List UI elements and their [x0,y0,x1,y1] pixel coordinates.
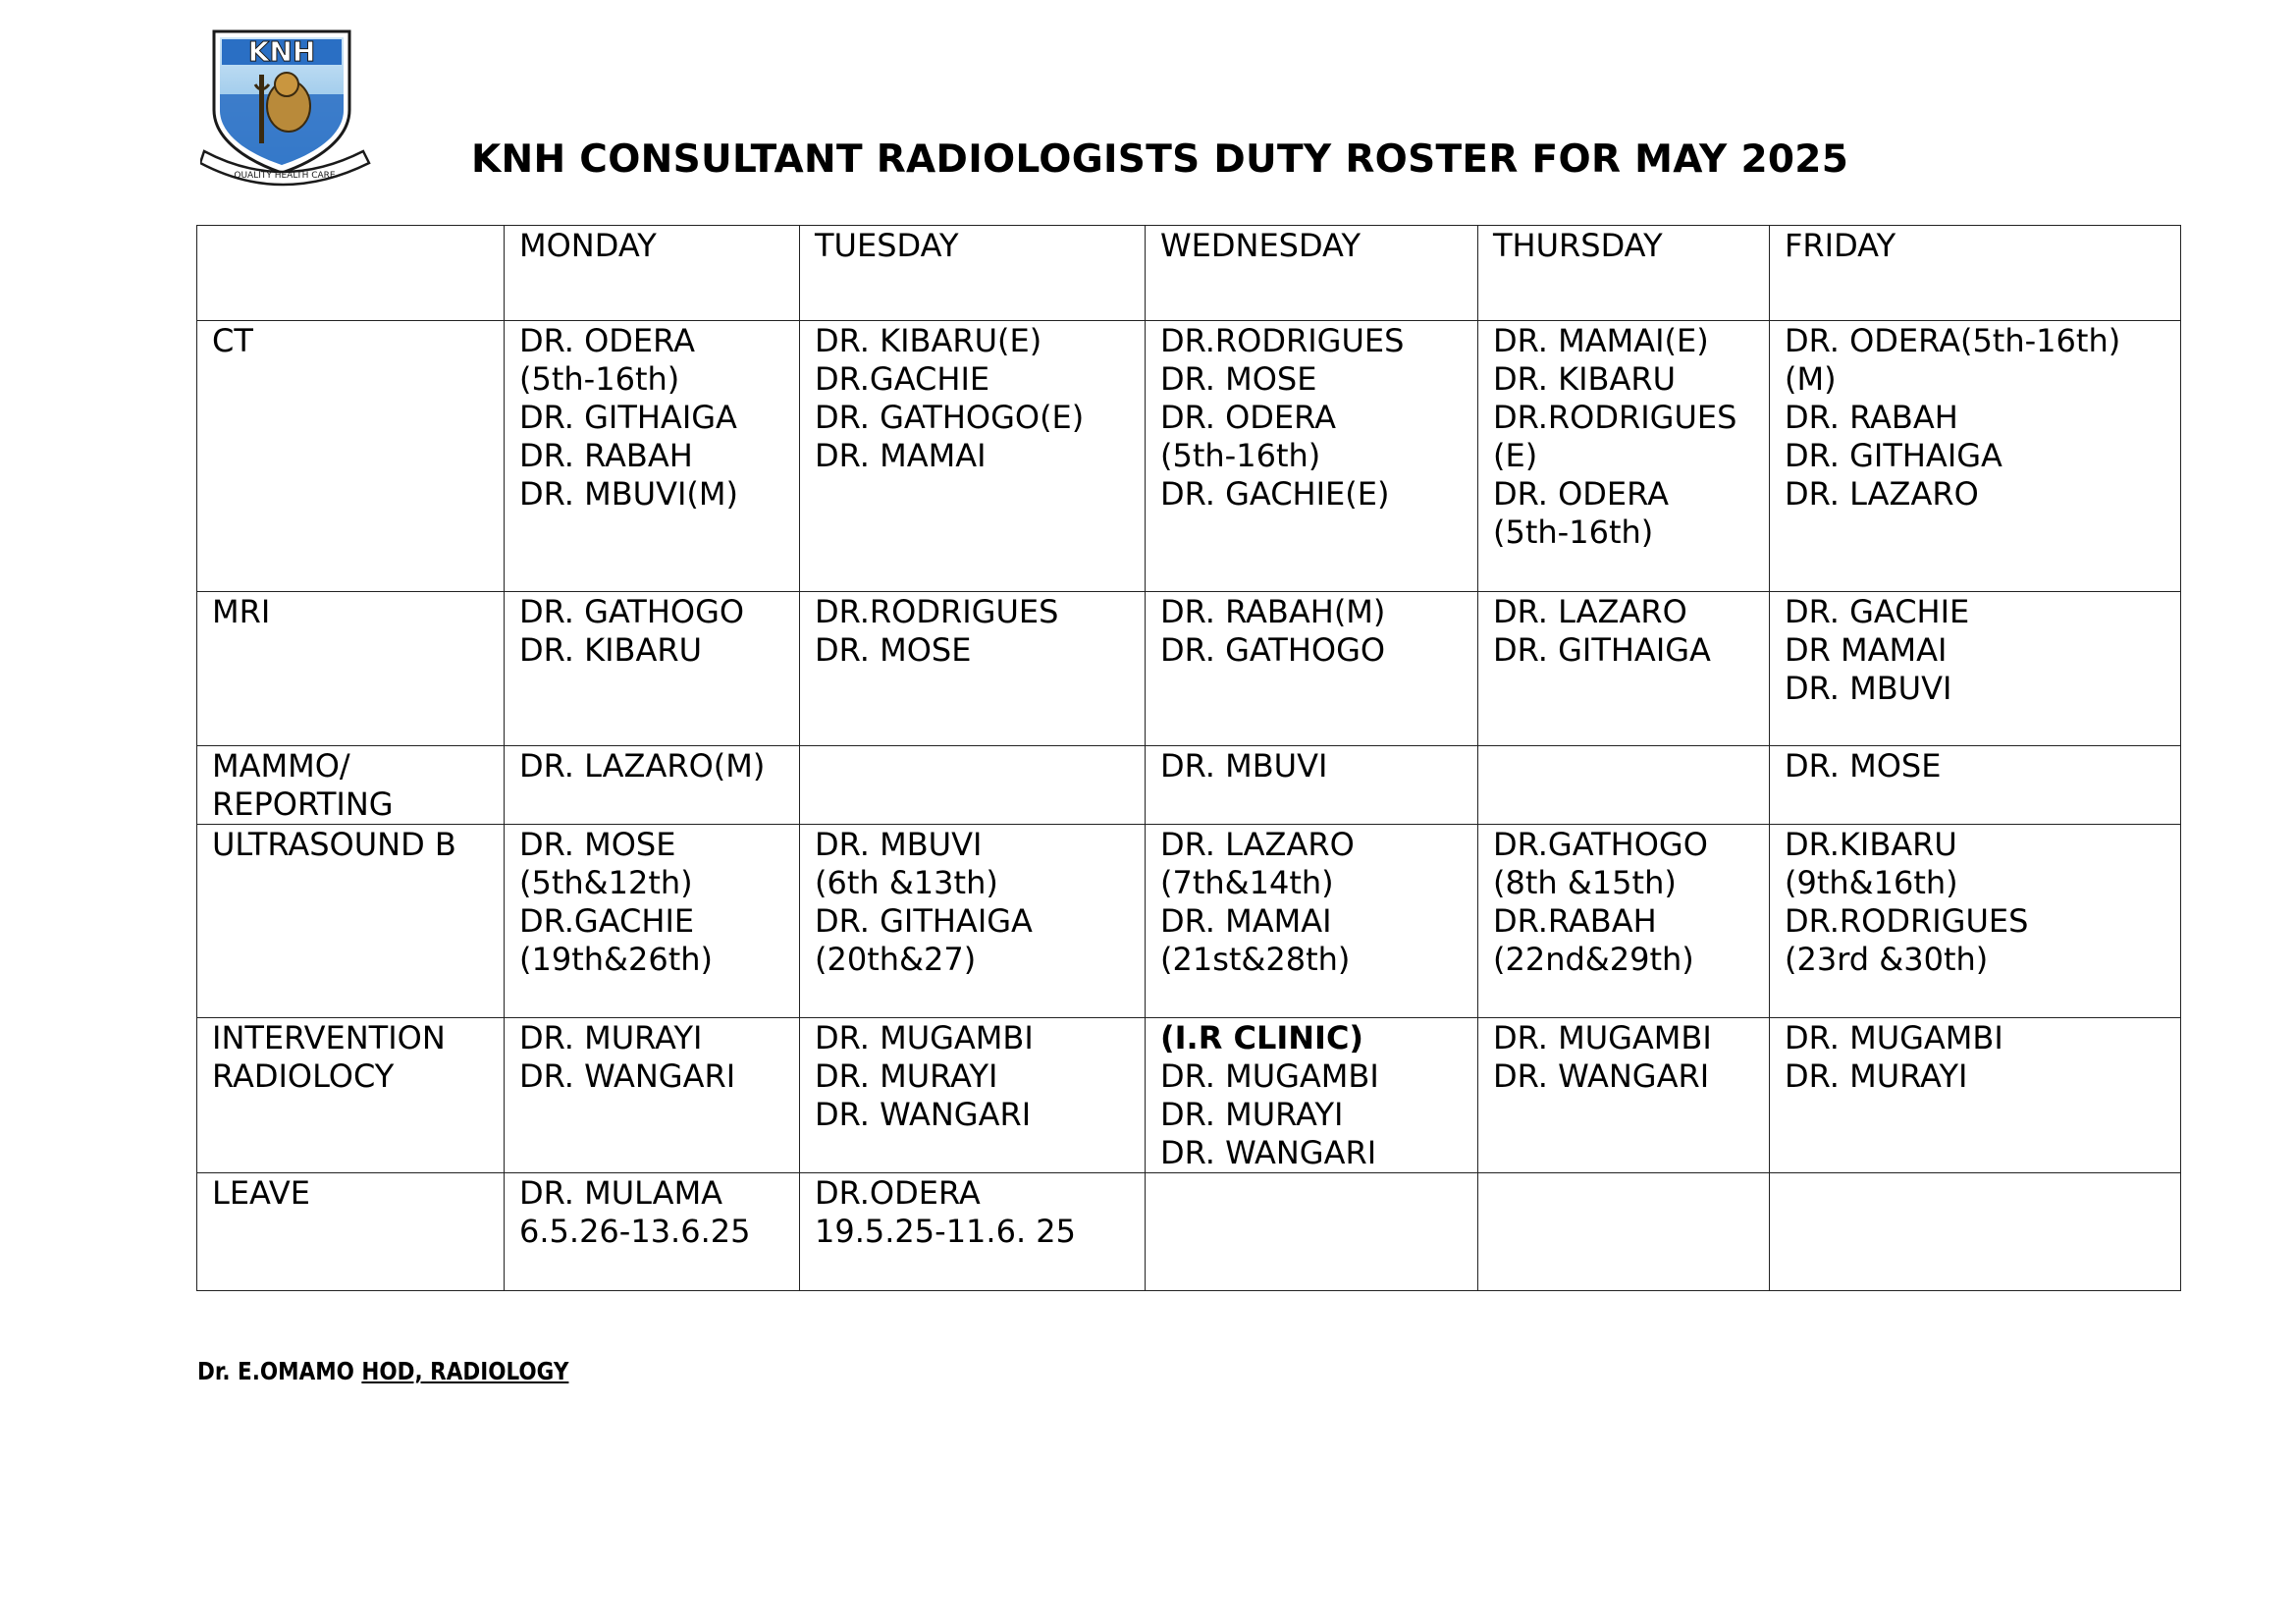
duty-entry: DR. ODERA [1493,475,1669,513]
duty-entry: (5th-16th) [519,360,680,398]
duty-entry: DR. GITHAIGA [519,399,737,436]
row-label-line: LEAVE [212,1174,310,1212]
row-label-cell [197,746,505,825]
roster-row [197,1018,2181,1173]
duty-entry: DR.RABAH [1493,902,1657,940]
duty-entry: DR. RABAH(M) [1160,593,1386,630]
duty-cell-wednesday [1146,592,1478,746]
duty-cell-thursday [1478,746,1770,825]
duty-entry: DR. GATHOGO [1160,631,1386,669]
duty-entry: DR. WANGARI [815,1096,1032,1133]
duty-entry: DR.RODRIGUES [1785,902,2029,940]
row-label-cell [197,321,505,592]
duty-entry: (5th-16th) [1493,514,1654,551]
duty-cell-tuesday [800,1173,1146,1291]
duty-entry: (M) [1785,360,1837,398]
duty-entry: DR. LAZARO [1785,475,1979,513]
duty-cell-monday [505,825,800,1018]
duty-entry: DR. MBUVI [815,826,983,863]
duty-cell-thursday [1478,825,1770,1018]
roster-header-row [197,226,2181,321]
duty-entry: DR. KIBARU [1493,360,1676,398]
roster-row [197,1173,2181,1291]
duty-entry: DR. GITHAIGA [1785,437,2002,474]
duty-cell-wednesday [1146,1173,1478,1291]
duty-entry: (9th&16th) [1785,864,1958,901]
day-header-friday: FRIDAY [1770,226,2181,321]
signature-role: HOD, RADIOLOGY [361,1357,569,1385]
row-label-cell [197,592,505,746]
duty-entry: DR. MUGAMBI [815,1019,1034,1056]
page-title: KNH CONSULTANT RADIOLOGISTS DUTY ROSTER FOR MAY 2025 [471,137,1849,182]
duty-roster-table [196,225,2181,1291]
duty-entry: DR. MBUVI [1785,670,1952,707]
row-label-line: RADIOLOCY [212,1057,395,1095]
duty-cell-thursday [1478,592,1770,746]
duty-cell-wednesday [1146,825,1478,1018]
duty-entry: DR. GITHAIGA [1493,631,1711,669]
day-header-tuesday: TUESDAY [800,226,1146,321]
duty-entry: (6th &13th) [815,864,998,901]
roster-row [197,746,2181,825]
duty-entry: DR. ODERA [519,322,695,359]
duty-entry: 6.5.26-13.6.25 [519,1213,751,1250]
duty-cell-monday [505,592,800,746]
row-label-cell [197,1173,505,1291]
duty-cell-wednesday [1146,1018,1478,1173]
roster-row [197,321,2181,592]
duty-entry: DR. MUGAMBI [1785,1019,2003,1056]
duty-entry: (8th &15th) [1493,864,1677,901]
duty-entry: (5th&12th) [519,864,693,901]
duty-entry: DR. RABAH [1785,399,1958,436]
duty-cell-thursday [1478,321,1770,592]
duty-cell-monday [505,1018,800,1173]
duty-entry: DR.GACHIE [815,360,990,398]
roster-row [197,825,2181,1018]
duty-entry: DR.GATHOGO [1493,826,1708,863]
duty-entry: DR. MURAYI [815,1057,998,1095]
duty-cell-friday [1770,825,2181,1018]
duty-entry: (23rd &30th) [1785,941,1989,978]
duty-entry: (19th&26th) [519,941,714,978]
duty-entry: 19.5.25-11.6. 25 [815,1213,1076,1250]
duty-entry: DR. LAZARO [1493,593,1687,630]
duty-entry: DR. RABAH [519,437,693,474]
duty-cell-monday [505,1173,800,1291]
duty-entry: DR. WANGARI [519,1057,736,1095]
row-label-line: CT [212,322,253,359]
duty-entry: (22nd&29th) [1493,941,1694,978]
duty-cell-tuesday [800,321,1146,592]
duty-entry: DR. MOSE [1785,747,1942,785]
duty-entry: (I.R CLINIC) [1160,1019,1364,1056]
day-header-monday: MONDAY [505,226,800,321]
duty-cell-monday [505,321,800,592]
duty-entry: DR. MBUVI(M) [519,475,738,513]
duty-cell-friday [1770,592,2181,746]
duty-entry: DR. LAZARO(M) [519,747,766,785]
duty-entry: (20th&27) [815,941,977,978]
duty-entry: DR. MUGAMBI [1160,1057,1379,1095]
duty-entry: DR. MULAMA [519,1174,723,1212]
duty-entry: DR. MURAYI [1160,1096,1344,1133]
duty-entry: DR. WANGARI [1160,1134,1377,1171]
duty-entry: DR. MUGAMBI [1493,1019,1712,1056]
duty-cell-tuesday [800,825,1146,1018]
duty-entry: DR. MOSE [815,631,972,669]
knh-logo [200,26,373,187]
signature-name: Dr. E.OMAMO [197,1357,354,1385]
duty-entry: DR MAMAI [1785,631,1948,669]
roster-row [197,592,2181,746]
duty-cell-tuesday [800,592,1146,746]
row-label-cell [197,1018,505,1173]
logo-motto-text: QUALITY HEALTH CARE [234,171,336,181]
corner-cell [197,226,505,321]
duty-entry: (21st&28th) [1160,941,1351,978]
duty-cell-thursday [1478,1018,1770,1173]
duty-entry: DR. GITHAIGA [815,902,1033,940]
duty-entry: DR. MAMAI [1160,902,1332,940]
duty-entry: DR.RODRIGUES [815,593,1059,630]
duty-entry: DR. GATHOGO [519,593,745,630]
duty-entry: DR. MURAYI [519,1019,703,1056]
duty-entry: DR. MOSE [1160,360,1317,398]
duty-cell-tuesday [800,746,1146,825]
knh-emblem-icon [200,26,373,187]
duty-entry: DR. WANGARI [1493,1057,1710,1095]
duty-cell-wednesday [1146,321,1478,592]
row-label-line: INTERVENTION [212,1019,446,1056]
duty-entry: DR. MBUVI [1160,747,1328,785]
duty-entry: DR. MURAYI [1785,1057,1968,1095]
duty-cell-friday [1770,746,2181,825]
duty-cell-friday [1770,1018,2181,1173]
duty-entry: DR. ODERA [1160,399,1336,436]
duty-entry: DR.ODERA [815,1174,981,1212]
duty-entry: DR.RODRIGUES [1493,399,1737,436]
duty-cell-friday [1770,1173,2181,1291]
duty-entry: DR. MOSE [519,826,676,863]
signature-line [197,1357,568,1385]
duty-entry: DR. GATHOGO(E) [815,399,1085,436]
duty-cell-friday [1770,321,2181,592]
day-header-wednesday: WEDNESDAY [1146,226,1478,321]
duty-entry: DR. LAZARO [1160,826,1355,863]
duty-entry: DR. KIBARU(E) [815,322,1042,359]
duty-entry: (7th&14th) [1160,864,1334,901]
duty-cell-thursday [1478,1173,1770,1291]
roster-body [197,226,2181,1291]
duty-entry: DR. GACHIE(E) [1160,475,1390,513]
duty-entry: DR. ODERA(5th-16th) [1785,322,2121,359]
duty-entry: DR. KIBARU [519,631,702,669]
row-label-line: MAMMO/ [212,747,350,785]
duty-cell-wednesday [1146,746,1478,825]
logo-emblem-text: KNH [247,35,316,68]
day-header-thursday: THURSDAY [1478,226,1770,321]
row-label-line: ULTRASOUND B [212,826,456,863]
duty-cell-monday [505,746,800,825]
duty-entry: DR. GACHIE [1785,593,1970,630]
duty-cell-tuesday [800,1018,1146,1173]
duty-entry: (E) [1493,437,1538,474]
row-label-line: MRI [212,593,271,630]
duty-entry: (5th-16th) [1160,437,1321,474]
duty-entry: DR. MAMAI [815,437,987,474]
row-label-cell [197,825,505,1018]
duty-entry: DR. MAMAI(E) [1493,322,1709,359]
duty-entry: DR.KIBARU [1785,826,1957,863]
row-label-line: REPORTING [212,785,394,823]
duty-entry: DR.GACHIE [519,902,695,940]
duty-entry: DR.RODRIGUES [1160,322,1405,359]
